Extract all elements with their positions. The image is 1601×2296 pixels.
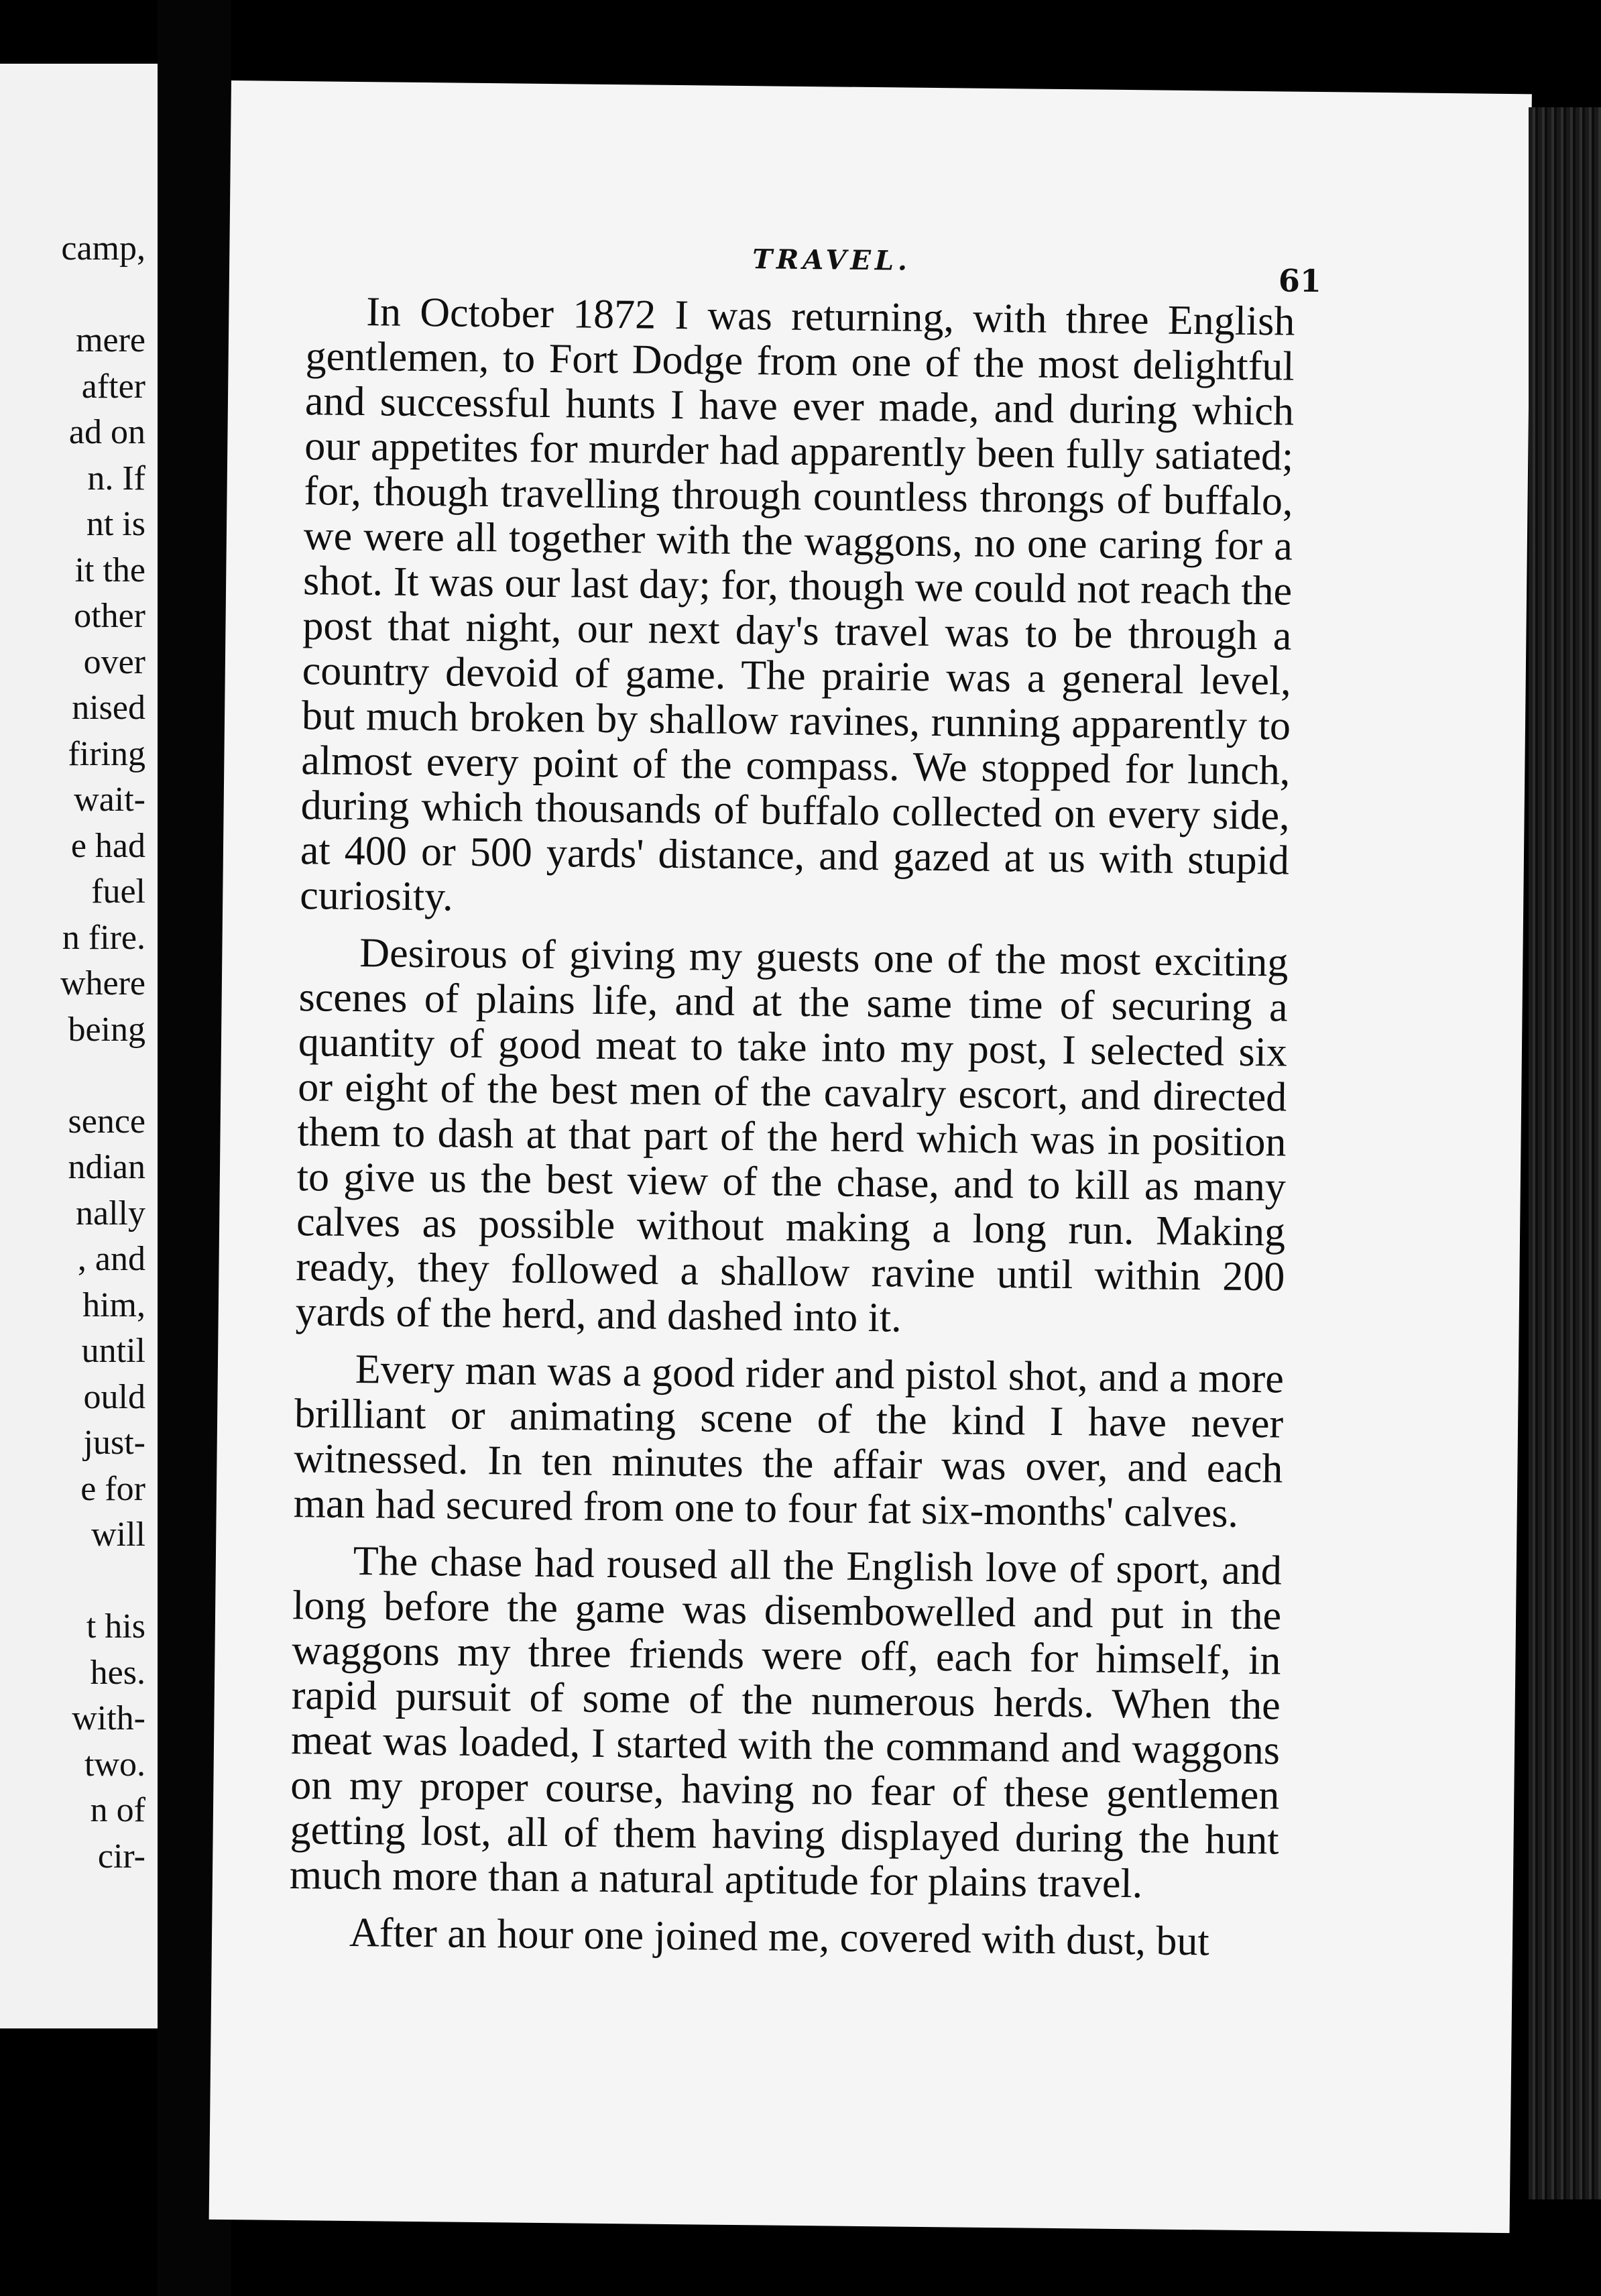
paragraph: In October 1872 I was returning, with three English gentlemen, to Fort Dodge from one of the most delightful and successful hunts I have ever made, and during which our appetites for murder had apparently been fully satiated; for, though travelling through countless throngs of buffalo, we were all together with the waggons, no one caring for a shot. It was our last day; for, though we could not reach the post that night, our next day's travel was to be through a country devoid of game. The prairie was a general level, but much broken by shallow ravines, running apparently to almost every point of the compass. We stopped for lunch, during which thousands of buffalo collected on every side, at 400 or 500 yards' distance, and gazed at us with stupid curiosity. [299,289,1295,920]
left-page-line: nally [76,1194,145,1232]
left-page-line: wait- [74,781,145,819]
left-page-line: until [81,1332,145,1370]
left-page-line: two. [84,1745,145,1784]
left-page-line: e had [70,826,145,865]
left-page-line: sence [68,1102,145,1141]
paragraph: The chase had roused all the English love of sport, and long before the game was disembowelled and put in the waggons my three friends were off, each for himself, in rapid pursuit of some of the numerous herds. When the meat was loaded, I started with the command and waggons on my proper course, having no fear of these gentlemen getting lost, all of them having displayed during the hunt much more than a natural aptitude for plains travel. [289,1538,1283,1907]
left-page-line: just- [83,1424,145,1462]
left-page-line: e for [80,1469,145,1508]
left-page-line: hes. [90,1653,145,1692]
left-page-line: mere [76,321,145,359]
paragraph: Desirous of giving my guests one of the most exciting scenes of plains life, and at the same time of securing a quantity of good meat to take into my post, I selected six or eight of the best men of the cavalry escort, and directed them to dash at that part of the herd which was in position to give us the best view of the chase, and to kill as many calves as possible without making a long run. Making ready, they followed a shallow ravine until within 200 yards of the herd, and dashed into it. [295,930,1289,1341]
left-page-line: being [68,1010,145,1049]
left-page-line: ould [83,1377,145,1416]
left-page-line: firing [68,734,145,773]
left-page-line: n. If [87,459,145,498]
left-page-line: , and [77,1240,145,1278]
left-page-line: where [60,964,145,1002]
left-facing-page [0,64,158,2028]
paragraph: After an hour one joined me, covered with dust, but [349,1909,1210,1965]
left-page-line: cir- [97,1837,145,1876]
left-page-line: it the [74,551,145,589]
left-page-line: after [81,367,145,406]
left-page-line: ad on [68,413,145,451]
body-text [289,289,1295,1965]
left-page-line: other [74,597,145,635]
left-page-line: n fire. [62,918,145,957]
left-page-line: nt is [86,505,145,543]
left-page-line: nised [72,689,145,727]
left-page-line: over [83,642,145,681]
left-page-line: t his [86,1607,145,1646]
book-page [209,80,1532,2233]
left-page-line: ndian [68,1148,145,1186]
left-page-line: n of [90,1791,145,1829]
page-number: 61 [1278,262,1322,300]
left-page-line: camp, [61,229,145,268]
left-page-line: fuel [91,872,145,911]
page-edges [1529,107,1601,2199]
left-page-line: him, [82,1285,145,1324]
running-head: TRAVEL. [752,243,912,277]
left-page-line: with- [72,1699,145,1737]
paragraph: Every man was a good rider and pistol shot, and a more brilliant or animating scene of the kind I have never witnessed. In ten minutes the affair was over, and each man had secured from one to four fat six-months' calves. [293,1346,1285,1536]
left-page-line: will [91,1515,145,1554]
